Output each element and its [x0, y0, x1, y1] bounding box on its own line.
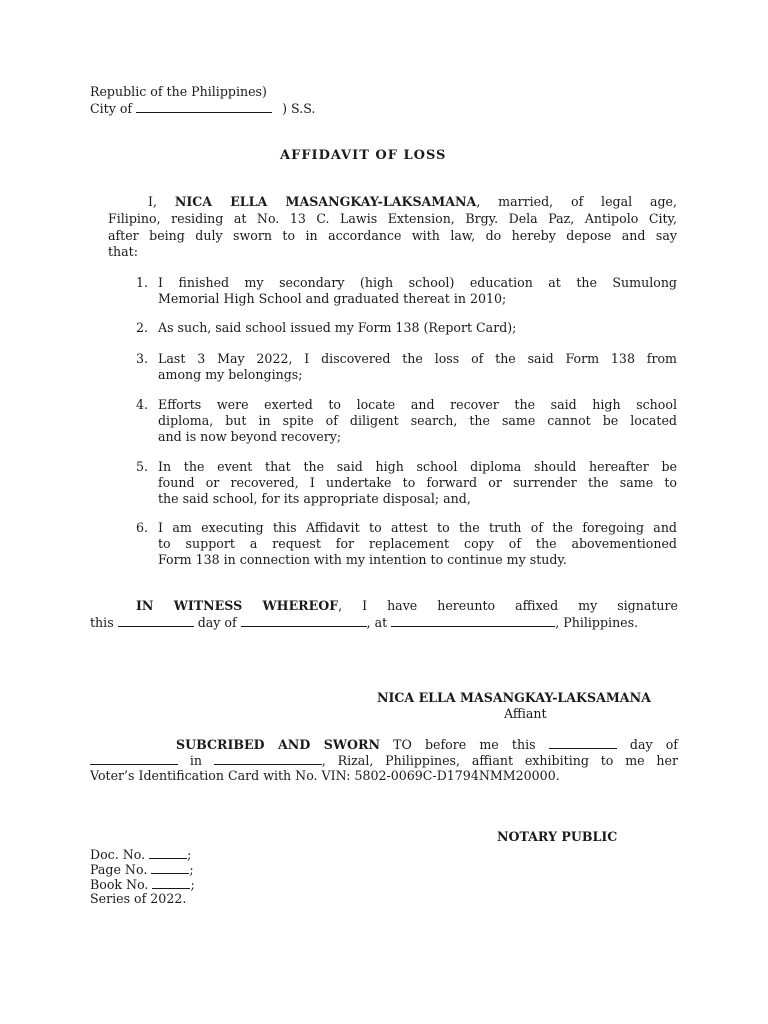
item-line: Efforts were exerted to locate and recover the said high school: [158, 397, 677, 412]
page-no-label: Page No.: [90, 862, 148, 877]
jurat-in: in: [189, 753, 202, 768]
jurat-bold: SUBCRIBED AND SWORN: [176, 737, 380, 752]
intro-pronoun: I,: [148, 194, 157, 209]
item-number: 3.: [136, 351, 149, 366]
item-line: found or recovered, I undertake to forward or surrender the same to: [158, 475, 677, 490]
intro-line-1: [108, 194, 677, 210]
item-line: I am executing this Affidavit to attest to the truth of the foregoing and: [158, 520, 677, 535]
affiant-name: NICA ELLA MASANGKAY-LAKSAMANA: [377, 690, 651, 705]
notary-public: NOTARY PUBLIC: [497, 829, 618, 844]
witness-at: , at: [366, 615, 388, 630]
month-blank: [241, 614, 367, 627]
jurat-rizal: , Rizal, Philippines, affiant exhibiting to me her: [321, 753, 679, 768]
affiant-name-inline: NICA ELLA MASANGKAY-LAKSAMANA: [174, 194, 477, 209]
intro-line-3: after being duly sworn to in accordance with law, do hereby depose and say: [108, 228, 677, 243]
jurat-line-2: [90, 752, 678, 769]
intro-line-2: Filipino, residing at No. 13 C. Lawis Extension, Brgy. Dela Paz, Antipolo City,: [108, 211, 677, 226]
item-number: 4.: [136, 397, 149, 412]
jurat-line-1: [90, 736, 678, 753]
affiant-label: Affiant: [504, 706, 547, 721]
item-line: among my belongings;: [158, 367, 303, 382]
item-line: to support a request for replacement copy of the abovementioned: [158, 536, 677, 551]
witness-bold: IN WITNESS WHEREOF: [136, 598, 339, 613]
header-ss: ) S.S.: [282, 101, 316, 116]
jurat-month-blank: [90, 752, 178, 765]
city-blank: [136, 100, 272, 113]
item-line: As such, said school issued my Form 138 (Report Card);: [158, 320, 517, 335]
doc-no-blank: [149, 846, 187, 859]
intro-line1-rest: , married, of legal age,: [476, 194, 677, 209]
book-no-blank: [152, 876, 190, 889]
jurat-before-me: TO before me this: [393, 737, 536, 752]
item-line: Last 3 May 2022, I discovered the loss of the said Form 138 from: [158, 351, 677, 366]
header-city-label: City of: [90, 101, 133, 116]
series-line: Series of 2022.: [90, 891, 187, 906]
witness-rest: , I have hereunto affixed my signature: [338, 598, 679, 613]
item-line: Form 138 in connection with my intention to continue my study.: [158, 552, 567, 567]
intro-line-4: that:: [108, 244, 138, 259]
book-no-semicolon: ;: [190, 877, 195, 892]
item-number: 2.: [136, 320, 149, 335]
doc-no-label: Doc. No.: [90, 847, 146, 862]
item-line: In the event that the said high school diploma should hereafter be: [158, 459, 677, 474]
place-blank: [391, 614, 555, 627]
item-number: 5.: [136, 459, 149, 474]
witness-day-of: day of: [197, 615, 237, 630]
item-line: diploma, but in spite of diligent search, the same cannot be located: [158, 413, 677, 428]
witness-line-1: [90, 598, 678, 614]
item-line: and is now beyond recovery;: [158, 429, 342, 444]
page-no-blank: [151, 861, 189, 874]
document-title: AFFIDAVIT OF LOSS: [280, 148, 447, 163]
jurat-city-blank: [214, 752, 322, 765]
day-blank: [118, 614, 194, 627]
witness-line-2: [90, 614, 638, 631]
jurat-day-of: day of: [629, 737, 678, 752]
jurat-line-3: Voter’s Identification Card with No. VIN: 5802-0069C-D1794NMM20000.: [90, 768, 560, 783]
header-republic: Republic of the Philippines): [90, 84, 267, 99]
doc-no-semicolon: ;: [187, 847, 192, 862]
book-no-label: Book No.: [90, 877, 149, 892]
witness-philippines: , Philippines.: [555, 615, 639, 630]
jurat-day-blank: [549, 736, 617, 749]
item-line: I finished my secondary (high school) education at the Sumulong: [158, 275, 677, 290]
witness-this: this: [90, 615, 114, 630]
page-no-semicolon: ;: [189, 862, 194, 877]
header-city-line: [90, 100, 315, 117]
item-line: the said school, for its appropriate disposal; and,: [158, 491, 471, 506]
item-number: 1.: [136, 275, 149, 290]
item-line: Memorial High School and graduated thereat in 2010;: [158, 291, 507, 306]
item-number: 6.: [136, 520, 149, 535]
